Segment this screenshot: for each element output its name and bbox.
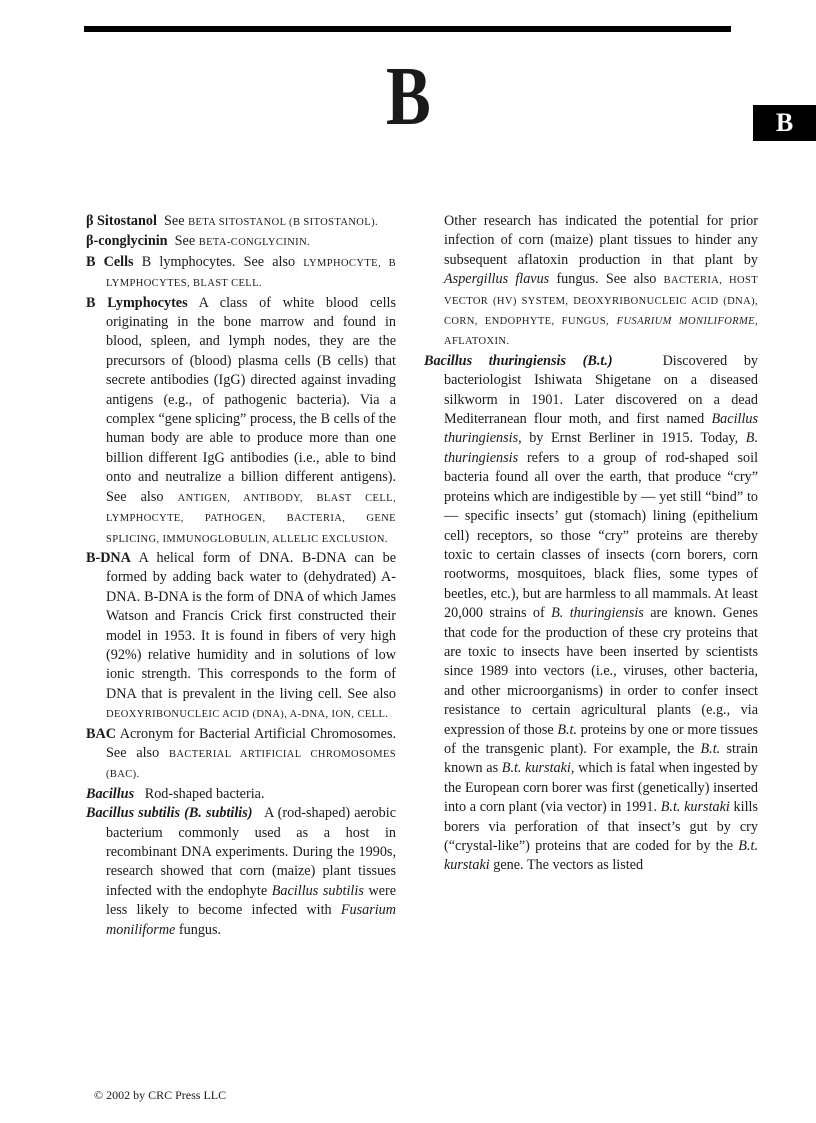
- cross-reference: BETA-CONGLYCININ.: [198, 237, 311, 249]
- entry-beta-conglycinin: β-conglycinin See BETA-CONGLYCININ.: [86, 233, 311, 250]
- cross-reference: ANTIGEN, ANTIBODY, BLAST CELL, LYMPHOCYTE, PATHOGEN, BACTERIA, GENE SPLICING, IMMUNOGLOBULIN, ALLELIC EXCLUSION.: [106, 492, 397, 545]
- copyright-footer: © 2002 by CRC Press LLC: [94, 1088, 227, 1102]
- entry-bac: BAC Acronym for Bacterial Artificial Chromosomes. See also BACTERIAL ARTIFICIAL CHROMOSOMES (BAC).: [86, 725, 397, 781]
- left-column: [86, 212, 396, 940]
- entry-b-dna: B-DNA A helical form of DNA. B-DNA can be formed by adding back water to (dehydrated) A-DNA. B-DNA is the form of DNA of which James Watson and Francis Crick first constructed their model in 1953. It is found in fibers of very high (92%) relative humidity and in solutions of low ionic strength. This corresponds to the form of DNA that is prevalent in the living cell. See also DEOXYRIBONUCLEIC ACID (DNA), A-DNA, ION, CELL.: [86, 549, 396, 721]
- thumb-index-tab: B: [753, 105, 816, 141]
- entry-b-cells: B Cells B lymphocytes. See also LYMPHOCYTE, B LYMPHOCYTES, BLAST CELL.: [86, 253, 397, 290]
- entry-bacillus: Bacillus Rod-shaped bacteria.: [86, 785, 265, 802]
- entry-b-lymphocytes: B Lymphocytes A class of white blood cells originating in the bone marrow and found in blood, spleen, and lymph nodes, they are the precursors of (blood) plasma cells (B cells) that secrete antibodies (IgG) directed against invading antigens (e.g., of pathogenic bacteria). Via a complex “gene splicing” process, the B cells of the human body are able to produce more than one billion different IgG antibodies (i.e., able to bind onto and neutralize a billion different antigens). See also ANTIGEN, ANTIBODY, BLAST CELL, LYMPHOCYTE, PATHOGEN, BACTERIA, GENE SPLICING, IMMUNOGLOBULIN, ALLELIC EXCLUSION.: [86, 294, 397, 545]
- entry-bacillus-subtilis: Bacillus subtilis (B. subtilis) A (rod-shaped) aerobic bacterium commonly used as a host in recombinant DNA experiments. During the 1990s, research showed that corn (maize) plant tissues infected with the endophyte Bacillus subtilis were less likely to become infected with Fusarium moniliforme fungus.: [86, 805, 397, 938]
- top-rule: [84, 26, 731, 32]
- cross-reference: BACTERIAL ARTIFICIAL CHROMOSOMES (BAC).: [106, 748, 396, 781]
- cross-reference: BETA SITOSTANOL (Β SITOSTANOL).: [188, 217, 379, 228]
- entry-beta-sitostanol: β Sitostanol See BETA SITOSTANOL (Β SITOSTANOL).: [86, 213, 379, 229]
- cross-reference: LYMPHOCYTE, B LYMPHOCYTES, BLAST CELL.: [106, 257, 397, 290]
- entry-bacillus-thuringiensis: Bacillus thuringiensis (B.t.) Discovered by bacteriologist Ishiwata Shigetane on a diseased silkworm in 1901. Later discovered on a dead Mediterranean flour moth, and first named Bacillus thuringiensis, by Ernst Berliner in 1915. Today, B. thuringiensis refers to a group of rod-shaped soil bacteria found all over the earth, that produce “cry” proteins which are indigestible by — yet still “bind” to — specific insects’ gut (stomach) lining (epithelium cell) receptors, so those “cry” proteins are thereby toxic to certain classes of insects (corn borers, corn rootworms, mosquitoes, black flies, some types of beetles, etc.), but are harmless to all mammals. At least 20,000 strains of B. thuringiensis are known. Genes that code for the production of these cry proteins that are toxic to insects have been inserted by scientists since 1989 into vectors (i.e., viruses, other bacteria, and other microorganisms) in order to confer insect resistance to certain agricultural plants (e.g., via expression of those B.t. proteins by one or more tissues of the transgenic plant). For example, the B.t. strain known as B.t. kurstaki, which is fatal when ingested by the European corn borer was first (genetically) inserted into a corn plant (via vector) in 1991. B.t. kurstaki kills borers via perforation of that insect’s gut by cry (“crystal-like”) proteins that are coded for by the B.t. kurstaki gene. The vectors as listed: [424, 352, 759, 874]
- entry-continuation: Other research has indicated the potential for prior infection of corn (maize) plant tissues to hinder any subsequent aflatoxin production in that plant by Aspergillus flavus fungus. See also BACTERIA, HOST VECTOR (HV) SYSTEM, DEOXYRIBONUCLEIC ACID (DNA), CORN, ENDOPHYTE, FUNGUS, FUSARIUM MONILIFORME, AFLATOXIN.: [444, 213, 759, 348]
- cross-reference-italic: FUSARIUM MONILIFORME: [616, 316, 755, 328]
- right-column: [424, 212, 758, 876]
- cross-reference: BACTERIA, HOST VECTOR (HV) SYSTEM, DEOXYRIBONUCLEIC ACID (DNA), CORN, ENDOPHYTE, FUNGUS,: [444, 275, 759, 328]
- cross-reference: DEOXYRIBONUCLEIC ACID (DNA), A-DNA, ION, CELL.: [106, 709, 389, 721]
- section-letter-heading: B: [385, 50, 431, 143]
